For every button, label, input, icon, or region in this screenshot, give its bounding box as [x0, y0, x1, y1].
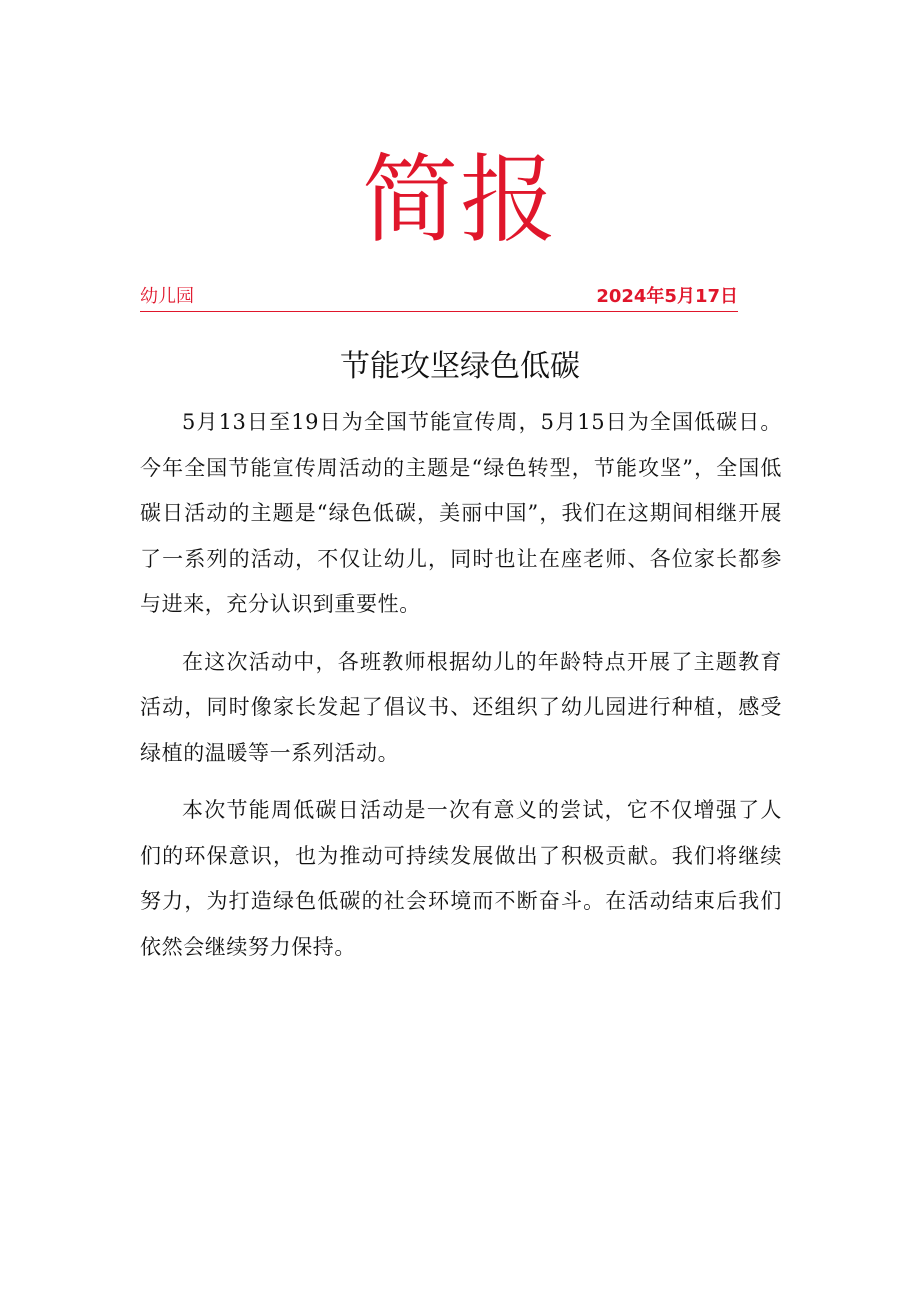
article-title: 节能攻坚绿色低碳	[340, 349, 580, 384]
issue-date: 2024年5月17日	[596, 286, 738, 307]
header-rule	[140, 283, 738, 312]
paragraph: 在这次活动中，各班教师根据幼儿的年龄特点开展了主题教育活动，同时像家长发起了倡议书、还组织了幼儿园进行种植，感受绿植的温暖等一系列活动。	[140, 649, 782, 765]
organization-name: 幼儿园	[140, 286, 194, 307]
paragraph: 5月13日至19日为全国节能宣传周，5月15日为全国低碳日。今年全国节能宣传周活动的主题是“绿色转型，节能攻坚”，全国低碳日活动的主题是“绿色低碳，美丽中国”，我们在这期间相继开展了一系列的活动，不仅让幼儿，同时也让在座老师、各位家长都参与进来，充分认识到重要性。	[140, 410, 782, 616]
paragraph: 本次节能周低碳日活动是一次有意义的尝试，它不仅增强了人们的环保意识，也为推动可持续发展做出了积极贡献。我们将继续努力，为打造绿色低碳的社会环境而不断奋斗。在活动结束后我们依然会继续努力保持。	[140, 798, 782, 959]
article-body	[140, 400, 782, 982]
masthead-title: 简报	[362, 144, 558, 256]
